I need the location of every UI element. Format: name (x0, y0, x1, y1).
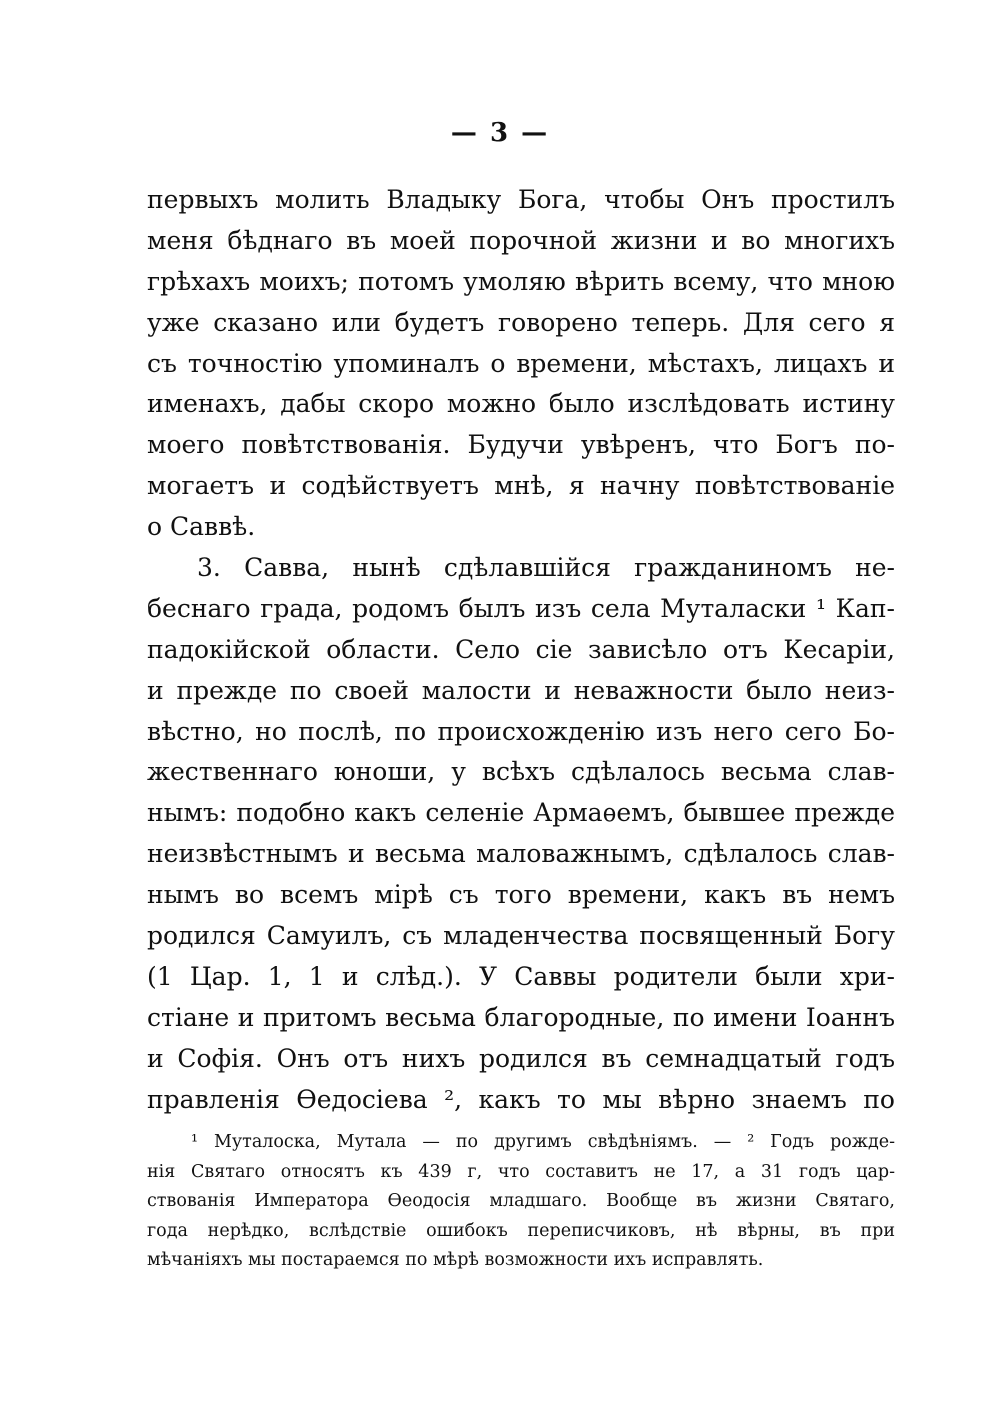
text-line: съ точностію упоминалъ о времени, мѣстахъ, лицахъ и (147, 348, 895, 378)
text-line: стіане и притомъ весьма благородные, по имени Іоаннъ (147, 1002, 895, 1032)
text-line: грѣхахъ моихъ; потомъ умоляю вѣрить всему, что мною (147, 266, 895, 296)
main-text (147, 180, 895, 1120)
text-line: именахъ, дабы скоро можно было изслѣдовать истину (147, 389, 895, 419)
text-line: падокійской области. Село сіе зависѣло отъ Кесаріи, (147, 634, 895, 664)
text-line: могаетъ и содѣйствуетъ мнѣ, я начну повѣтствованіе (147, 471, 895, 501)
footnote-line: ¹ Муталоска, Мутала — по другимъ свѣдѣніямъ. — ² Годъ рожде- (191, 1132, 895, 1152)
text-line: беснаго града, родомъ былъ изъ села Муталаски ¹ Кап- (147, 593, 895, 623)
text-line: о Саввѣ. (147, 512, 256, 542)
text-line: моего повѣтствованія. Будучи увѣренъ, что Богъ по- (147, 430, 895, 460)
text-line: нымъ: подобно какъ селеніе Армаѳемъ, бывшее прежде (147, 798, 895, 828)
text-line: вѣстно, но послѣ, по происхожденію изъ него сего Бо- (147, 716, 895, 746)
footnote-line: нія Святаго относятъ къ 439 г, что составитъ не 17, а 31 годъ цар- (147, 1161, 895, 1182)
page-number: — 3 — (450, 118, 550, 148)
footnote-line: мѣчаніяхъ мы постараемся по мѣрѣ возможности ихъ исправлять. (147, 1250, 764, 1270)
footnote-line: года нерѣдко, вслѣдствіе ошибокъ переписчиковъ, нѣ вѣрны, въ при (147, 1220, 895, 1241)
footnote-line: ствованія Императора Ѳеодосія младшаго. Вообще въ жизни Святаго, (147, 1191, 895, 1211)
footnotes (147, 1128, 895, 1276)
text-line: родился Самуилъ, съ младенчества посвященный Богу (147, 921, 895, 951)
text-line: (1 Цар. 1, 1 и слѣд.). У Саввы родители были хри- (147, 961, 895, 991)
text-line-paragraph-start: 3. Савва, нынѣ сдѣлавшійся гражданиномъ не- (197, 553, 895, 583)
text-line: нымъ во всемъ мірѣ съ того времени, какъ въ немъ (147, 880, 895, 910)
text-line: меня бѣднаго въ моей порочной жизни и во многихъ (147, 225, 895, 255)
text-line: правленія Ѳедосіева ², какъ то мы вѣрно знаемъ по (147, 1084, 895, 1114)
text-line: уже сказано или будетъ говорено теперь. Для сего я (147, 307, 895, 337)
text-line: жественнаго юноши, у всѣхъ сдѣлалось весьма слав- (147, 757, 895, 787)
text-line: первыхъ молить Владыку Бога, чтобы Онъ простилъ (147, 185, 895, 214)
text-line: и прежде по своей малости и неважности было неиз- (147, 675, 895, 705)
text-line: неизвѣстнымъ и весьма маловажнымъ, сдѣлалось слав- (147, 839, 895, 869)
text-line: и Софія. Онъ отъ нихъ родился въ семнадцатый годъ (147, 1043, 895, 1073)
